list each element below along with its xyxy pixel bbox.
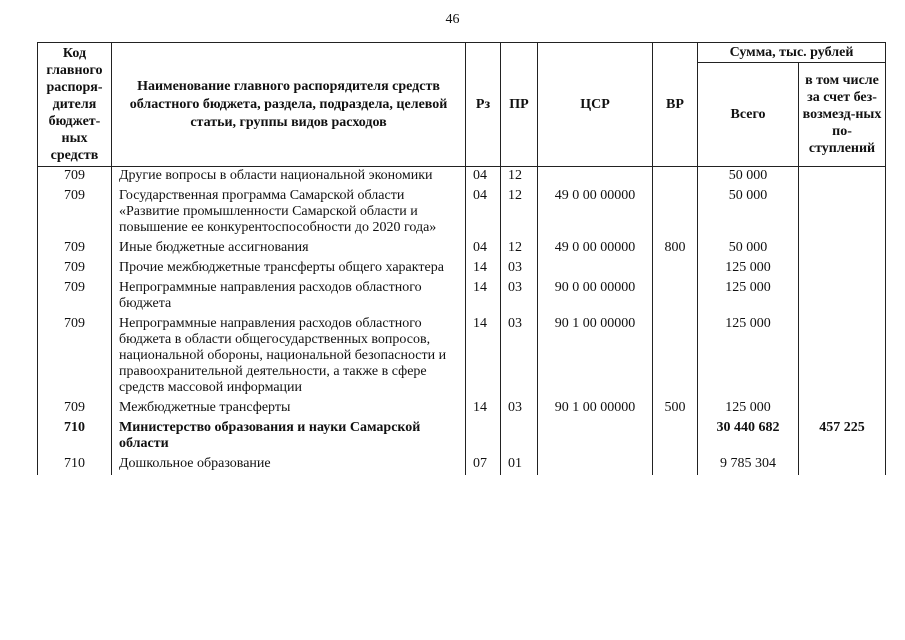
cell-gratis xyxy=(799,259,886,279)
cell-code: 709 xyxy=(38,167,112,188)
cell-csr xyxy=(538,259,653,279)
cell-rz: 04 xyxy=(466,167,501,188)
table-row xyxy=(38,239,886,259)
cell-total: 125 000 xyxy=(698,259,799,279)
cell-gratis xyxy=(799,239,886,259)
table-row xyxy=(38,455,886,475)
cell-code: 709 xyxy=(38,279,112,315)
cell-name: Министерство образования и науки Самарской области xyxy=(112,419,466,455)
cell-name: Непрограммные направления расходов областного бюджета в области общегосударственных вопросов, национальной обороны, национальной безопасности и правоохранительной деятельности, а также в сфере средств массовой информации xyxy=(112,315,466,399)
cell-name: Прочие межбюджетные трансферты общего характера xyxy=(112,259,466,279)
table-row xyxy=(38,187,886,239)
cell-gratis xyxy=(799,315,886,399)
cell-pr: 03 xyxy=(501,399,538,419)
cell-rz: 07 xyxy=(466,455,501,475)
header-total: Всего xyxy=(698,63,799,167)
cell-gratis xyxy=(799,399,886,419)
cell-code: 709 xyxy=(38,239,112,259)
cell-csr xyxy=(538,419,653,455)
header-code: Код главного распоря-дителя бюджет-ных средств xyxy=(38,43,112,167)
cell-code: 709 xyxy=(38,259,112,279)
cell-pr: 12 xyxy=(501,167,538,188)
header-rz: Рз xyxy=(466,43,501,167)
cell-gratis xyxy=(799,167,886,188)
cell-pr: 03 xyxy=(501,279,538,315)
cell-total: 9 785 304 xyxy=(698,455,799,475)
cell-vr: 500 xyxy=(653,399,698,419)
table-row xyxy=(38,279,886,315)
cell-pr: 03 xyxy=(501,315,538,399)
cell-gratis xyxy=(799,187,886,239)
cell-total: 50 000 xyxy=(698,167,799,188)
cell-rz xyxy=(466,419,501,455)
budget-table xyxy=(37,42,886,475)
cell-rz: 14 xyxy=(466,259,501,279)
cell-csr xyxy=(538,167,653,188)
cell-rz: 14 xyxy=(466,279,501,315)
page-number: 46 xyxy=(445,12,460,27)
cell-vr xyxy=(653,455,698,475)
cell-vr xyxy=(653,187,698,239)
cell-name: Межбюджетные трансферты xyxy=(112,399,466,419)
cell-vr xyxy=(653,279,698,315)
cell-total: 125 000 xyxy=(698,399,799,419)
table-row xyxy=(38,259,886,279)
cell-rz: 04 xyxy=(466,239,501,259)
header-gratis: в том числе за счет без-возмезд-ных по-ступлений xyxy=(799,63,886,167)
header-vr: ВР xyxy=(653,43,698,167)
cell-rz: 14 xyxy=(466,399,501,419)
header-name: Наименование главного распорядителя средств областного бюджета, раздела, подраздела, целевой статьи, группы видов расходов xyxy=(112,43,466,167)
cell-vr: 800 xyxy=(653,239,698,259)
cell-gratis xyxy=(799,455,886,475)
cell-total: 50 000 xyxy=(698,187,799,239)
cell-name: Иные бюджетные ассигнования xyxy=(112,239,466,259)
cell-code: 709 xyxy=(38,187,112,239)
cell-csr xyxy=(538,455,653,475)
cell-csr: 49 0 00 00000 xyxy=(538,239,653,259)
table-row xyxy=(38,167,886,188)
cell-gratis xyxy=(799,279,886,315)
cell-csr: 90 0 00 00000 xyxy=(538,279,653,315)
cell-total: 125 000 xyxy=(698,315,799,399)
cell-name: Другие вопросы в области национальной экономики xyxy=(112,167,466,188)
table-row xyxy=(38,315,886,399)
cell-vr xyxy=(653,167,698,188)
cell-vr xyxy=(653,315,698,399)
cell-vr xyxy=(653,259,698,279)
cell-code: 710 xyxy=(38,419,112,455)
cell-pr: 01 xyxy=(501,455,538,475)
table-header xyxy=(38,43,886,167)
cell-csr: 90 1 00 00000 xyxy=(538,399,653,419)
cell-csr: 90 1 00 00000 xyxy=(538,315,653,399)
cell-name: Непрограммные направления расходов областного бюджета xyxy=(112,279,466,315)
cell-gratis: 457 225 xyxy=(799,419,886,455)
table-row xyxy=(38,419,886,455)
cell-total: 30 440 682 xyxy=(698,419,799,455)
cell-pr: 12 xyxy=(501,187,538,239)
cell-total: 125 000 xyxy=(698,279,799,315)
cell-pr xyxy=(501,419,538,455)
cell-code: 709 xyxy=(38,399,112,419)
cell-vr xyxy=(653,419,698,455)
cell-name: Государственная программа Самарской области «Развитие промышленности Самарской области и повышение ее конкурентоспособности до 2020 года» xyxy=(112,187,466,239)
cell-name: Дошкольное образование xyxy=(112,455,466,475)
header-pr: ПР xyxy=(501,43,538,167)
table-body xyxy=(38,167,886,476)
cell-rz: 04 xyxy=(466,187,501,239)
header-csr: ЦСР xyxy=(538,43,653,167)
header-sum: Сумма, тыс. рублей xyxy=(698,43,886,63)
cell-code: 710 xyxy=(38,455,112,475)
cell-pr: 03 xyxy=(501,259,538,279)
cell-code: 709 xyxy=(38,315,112,399)
cell-rz: 14 xyxy=(466,315,501,399)
table-row xyxy=(38,399,886,419)
cell-csr: 49 0 00 00000 xyxy=(538,187,653,239)
cell-pr: 12 xyxy=(501,239,538,259)
cell-total: 50 000 xyxy=(698,239,799,259)
